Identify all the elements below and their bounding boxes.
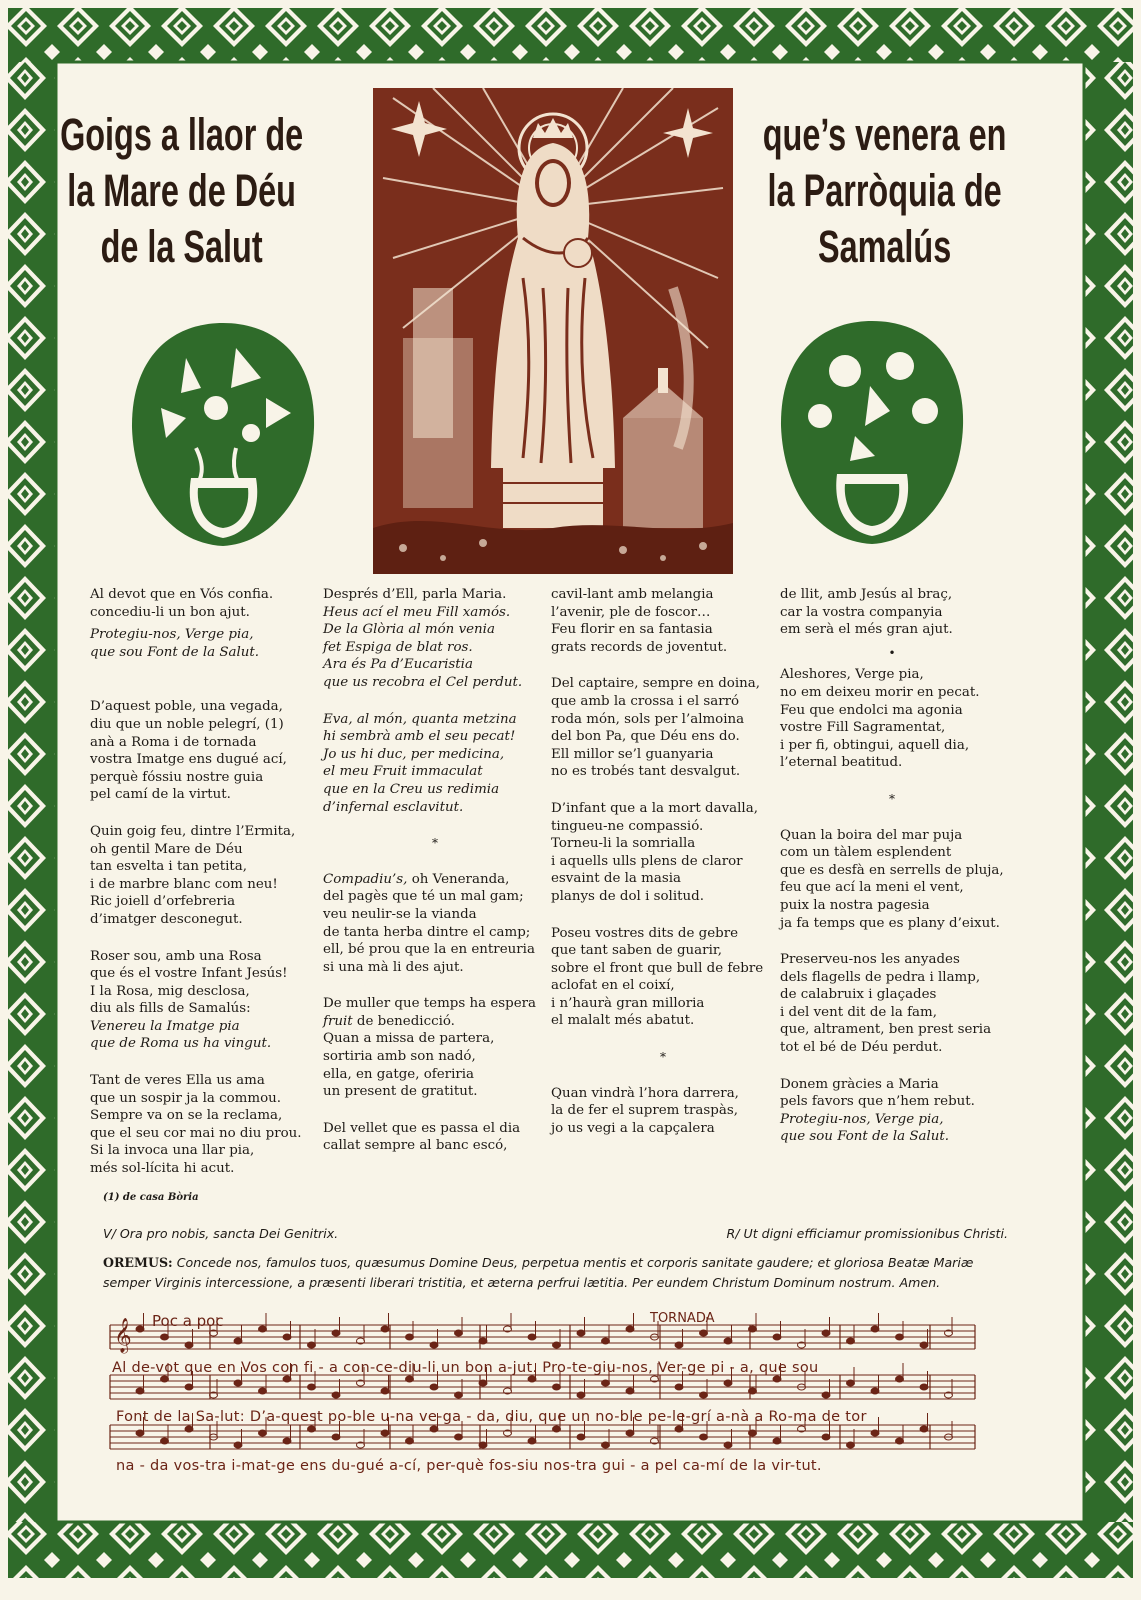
verse-line: Aleshores, Verge pia, [780,667,924,683]
music-note [871,1326,879,1332]
verse-line: el meu Fruit immaculat [323,764,483,780]
verse-line: i n’haurà gran milloria [551,995,705,1011]
music-note [136,1388,144,1394]
verse-column-3 [551,586,776,1156]
music-note [185,1426,193,1432]
music-note [920,1384,928,1390]
verse-line: roda món, sols per l’almoina [551,711,745,727]
music-note [308,1384,316,1390]
music-note [161,1438,169,1444]
stanza [323,711,548,817]
verse-line: Ara és Pa d’Eucaristia [323,657,473,673]
music-note [896,1376,904,1382]
verse-line: Quan la boira del mar puja [780,827,963,843]
verse-line: Torneu-li la somrialla [551,836,696,852]
verse-line: Quan vindrà l’hora darrera, [551,1085,739,1101]
lyric-line: na - da vos-tra i-mat-ge ens du-gué a-cí, per-què fos-siu nos-tra gui - a pel ca-mí de la vir-tut. [116,1458,822,1474]
verse-line: que sou Font de la Salut. [90,644,260,660]
music-note [577,1434,585,1440]
verse-line: Compadiu’s, [323,871,408,887]
stanza [780,951,1005,1057]
stanza [90,948,315,1054]
music-note [847,1442,855,1448]
verse-line: Ric joiell d’orfebreria [90,894,236,910]
music-note [553,1342,561,1348]
verse-line: feu que ací la meni el vent, [780,880,964,896]
music-note [822,1330,830,1336]
music-note [675,1342,683,1348]
verse-line: Si la invoca una llar pia, [90,1143,255,1159]
music-note [749,1326,757,1332]
verse-line: Protegiu-nos, Verge pia, [780,1111,944,1127]
music-note [724,1442,732,1448]
verse-line: el malalt més abatut. [551,1013,695,1029]
stanza [551,675,776,781]
music-note [308,1426,316,1432]
stanza [90,1072,315,1178]
bullet-separator: • [888,645,897,660]
music-note [602,1338,610,1344]
verse-line: ja fa temps que es plany d’eixut. [780,915,1000,931]
verse-line: Preserveu-nos les anyades [780,952,960,968]
verse-line: i per fi, obtingui, aquell dia, [780,737,970,753]
verse-line: diu als fills de Samalús: [90,1001,251,1017]
verse-line: Quin goig feu, dintre l’Ermita, [90,823,296,839]
music-note [308,1342,316,1348]
verse-line: que el seu cor mai no diu prou. [90,1125,302,1141]
verse-line: Del vellet que es passa el dia [323,1120,521,1136]
music-note [724,1338,732,1344]
music-note [332,1330,340,1336]
title-right [755,107,1014,275]
verse-line: que us recobra el Cel perdut. [323,674,523,690]
title-right-line: la Parròquia de [767,165,1002,216]
verse-line: que tant saben de guarir, [551,943,723,959]
title-right-line: Samalús [817,221,952,272]
stanza [780,827,1005,933]
verse-line: Feu florir en sa fantasia [551,622,713,638]
verse-line: Protegiu-nos, Verge pia, [90,627,254,643]
verse-column-2 [323,586,548,1174]
verse-line: si una mà li des ajut. [323,959,464,975]
music-note [185,1342,193,1348]
verse-line: ella, en gatge, oferiria [323,1066,475,1082]
stanza [90,698,315,804]
music-note [675,1384,683,1390]
verse-line: d’infernal esclavitut. [323,799,464,815]
verse-line: que és el vostre Infant Jesús! [90,966,288,982]
music-note [479,1442,487,1448]
verse-line: pels favors que n’hem rebut. [780,1094,975,1110]
music-note [283,1376,291,1382]
verse-line: del pagès que té un mal gam; [323,889,524,905]
music-note [920,1342,928,1348]
music-note [871,1430,879,1436]
stanza [323,995,548,1101]
verse-line: no em deixeu morir en pecat. [780,684,980,700]
music-note [871,1388,879,1394]
treble-clef: 𝄞 [114,1318,132,1353]
music-note [675,1426,683,1432]
verse-line: l’eternal beatitud. [780,755,903,771]
music-note [773,1376,781,1382]
stanza [780,1076,1005,1146]
music-note [234,1380,242,1386]
tornada-marking: TORNADA [650,1311,715,1326]
verse-line: de calabruix i glaçades [780,987,937,1003]
verse-line: com un tàlem esplendent [780,845,952,861]
verse-line: puix la nostra pagesia [780,897,930,913]
music-note [773,1438,781,1444]
music-note [185,1384,193,1390]
verse-line: vostra Imatge ens dugué ací, [90,752,287,768]
music-note [430,1342,438,1348]
verse-line: aclofat en el coixí, [551,978,675,994]
verse-line: diu que un noble pelegrí, (1) [90,716,284,732]
verse-line: ell, bé prou que la en entreuria [323,942,535,958]
music-note [847,1338,855,1344]
music-note [626,1388,634,1394]
verse-line: callat sempre al banc escó, [323,1138,508,1154]
stanza [323,871,548,977]
verse-line: Del captaire, sempre en doina, [551,676,760,692]
music-note [406,1376,414,1382]
verse-line: Al devot que en Vós confia. [90,587,274,602]
verse-line: Després d’Ell, parla Maria. [323,587,507,602]
verse-line: Heus ací el meu Fill xamós. [323,604,511,620]
music-note [283,1438,291,1444]
music-note [161,1334,169,1340]
star-separator: * [889,791,896,806]
verse-line: i del vent dit de la fam, [780,1004,937,1020]
music-note [406,1438,414,1444]
verse-line: De la Glòria al món venia [323,622,495,638]
virgin-woodcut-image [373,88,733,574]
verse-line: que amb la crossa i el sarró [551,693,740,709]
music-note [896,1334,904,1340]
music-note [847,1380,855,1386]
verse-line: I la Rosa, mig desclosa, [90,983,250,999]
verse-line: oh gentil Mare de Déu [90,841,243,857]
oremus-label: OREMUS: [103,1255,173,1270]
verse-line: Ell millor se’l guanyaria [551,746,714,762]
verse-line: Tant de veres Ella us ama [90,1073,265,1089]
stanza [551,586,776,656]
verse-line: perquè fóssiu nostre guia [90,769,264,785]
verse-line: oh Veneranda, [411,871,510,887]
music-note [626,1430,634,1436]
verse-line: del bon Pa, que Déu ens do. [551,729,740,745]
stanza [780,666,1005,772]
verse-line: grats records de joventut. [551,639,728,655]
verse-line: tan esvelta i tan petita, [90,859,248,875]
verse-line: que, altrament, ben prest seria [780,1022,992,1038]
title-left-line: Goigs a llaor de [60,109,304,160]
stanza [90,823,315,929]
music-note [455,1434,463,1440]
stanza [551,925,776,1031]
music-note [553,1426,561,1432]
verse-line: de llit, amb Jesús al braç, [780,587,953,602]
tempo-marking: Poc a poc [152,1312,224,1330]
stanza [90,586,315,621]
music-note [161,1376,169,1382]
stanza [323,1120,548,1155]
verse-line: de benedicció. [356,1013,455,1029]
music-note [430,1426,438,1432]
title-right-line: que’s venera en [762,109,1007,160]
verse-line: Venereu la Imatge pia [90,1018,240,1034]
verse-line: D’aquest poble, una vegada, [90,699,283,715]
verse-line: Roser sou, amb una Rosa [90,948,262,964]
versicle: V/ Ora pro nobis, sancta Dei Genitrix. [103,1226,339,1241]
music-note [381,1430,389,1436]
music-note [283,1334,291,1340]
verse-line: pel camí de la virtut. [90,787,231,803]
verse-line: que sou Font de la Salut. [780,1129,950,1145]
music-note [528,1438,536,1444]
stanza [323,586,548,692]
music-note [896,1438,904,1444]
verse-line: i de marbre blanc com neu! [90,876,278,892]
music-note [749,1430,757,1436]
verse-line: anà a Roma i de tornada [90,734,257,750]
music-note [920,1426,928,1432]
verse-line: més sol-lícita hi acut. [90,1161,235,1177]
music-note [234,1338,242,1344]
verse-line: jo us vegi a la capçalera [551,1120,715,1136]
verse-line: planys de dol i solitud. [551,888,704,904]
verse-line: l’avenir, ple de foscor… [551,604,711,620]
lyric-line: Al de-vot que en Vos con fi - a con-ce-diu-li un bon a-jut. Pro-te-giu-nos, Ver-ge pi - a, que sou [112,1360,819,1376]
music-note [406,1334,414,1340]
star-separator: * [432,836,439,851]
verse-line: tot el bé de Déu perdut. [780,1040,943,1056]
music-note [700,1330,708,1336]
response: R/ Ut digni efficiamur promissionibus Christi. [726,1226,1008,1241]
music-note [602,1380,610,1386]
verse-line: hi sembrà amb el seu pecat! [323,729,516,745]
flower-vase-left-image [126,318,321,548]
verse-line: d’imatger desconegut. [90,911,243,927]
verse-line: Poseu vostres dits de gebre [551,925,739,941]
stanza [551,800,776,906]
verse-line: de tanta herba dintre el camp; [323,924,531,940]
music-note [700,1434,708,1440]
lyric-line: Font de la Sa-lut: D’a-quest po-ble u-na ve-ga - da, diu, que un no-ble pe-le-grí a-nà a Ro-ma de tor [116,1409,867,1425]
verse-line: Eva, al món, quanta metzina [323,711,517,727]
music-note [602,1442,610,1448]
verse-line: Donem gràcies a Maria [780,1076,939,1092]
music-note [700,1392,708,1398]
verse-line: Sempre va on se la reclama, [90,1108,283,1124]
music-note [822,1392,830,1398]
music-note [455,1330,463,1336]
verse-line: no es trobés tant desvalgut. [551,764,741,780]
music-note [479,1338,487,1344]
music-note [528,1334,536,1340]
music-note [234,1442,242,1448]
verse-line: que es desfà en serrells de pluja, [780,862,1004,878]
verse-line: vostre Fill Sagramentat, [780,720,946,736]
music-note [259,1388,267,1394]
footnote: (1) de casa Bòria [103,1192,199,1203]
music-note [259,1430,267,1436]
verse-line: D’infant que a la mort davalla, [551,800,758,816]
music-note [479,1380,487,1386]
verse-line: Jo us hi duc, per medicina, [323,746,505,762]
music-note [259,1326,267,1332]
music-note [749,1388,757,1394]
music-note [332,1392,340,1398]
music-note [773,1334,781,1340]
verse-line: dels flagells de pedra i llamp, [780,969,981,985]
verse-line: i aquells ulls plens de claror [551,853,743,869]
verse-line: esvaint de la masia [551,871,681,887]
music-note [553,1384,561,1390]
music-note [136,1326,144,1332]
verse-line: concediu-li un bon ajut. [90,604,250,620]
music-note [381,1326,389,1332]
verse-line: fet Espiga de blat ros. [323,639,473,655]
music-note [430,1384,438,1390]
title-left-line: la Mare de Déu [67,165,296,216]
verse-line: em serà el més gran ajut. [780,622,953,638]
verse-line: veu neulir-se la vianda [323,906,477,922]
stanza [780,586,1005,639]
oremus-text: Concede nos, famulos tuos, quæsumus Domine Deus, perpetua mentis et corporis sanitate gaudere; et gloriosa Beatæ Mariæ semper Virginis intercessione, a præsenti liberari tristitia, et æterna perfrui lætitia. Per eundem Christum Dominum nostrum. Amen. [103,1255,974,1290]
music-note [455,1392,463,1398]
verse-line: que en la Creu us redimia [323,781,500,797]
verse-line: que un sospir ja la commou. [90,1090,282,1106]
verse-line: car la vostra companyia [780,604,943,620]
music-note [136,1430,144,1436]
verse-column-4 [780,586,1005,1165]
oremus-prayer [103,1253,1023,1293]
verse-line: la de fer el suprem traspàs, [551,1103,738,1119]
refrain [90,626,315,661]
verse-line: De muller que temps ha espera [323,996,537,1012]
verse-line: fruit [323,1013,353,1029]
music-note [822,1434,830,1440]
music-note [626,1326,634,1332]
music-note [724,1380,732,1386]
verse-line: un present de gratitut. [323,1084,478,1100]
music-note [332,1434,340,1440]
title-left [52,107,311,275]
music-note [528,1376,536,1382]
music-note [381,1388,389,1394]
verse-line: Quan a missa de partera, [323,1031,495,1047]
verse-line: Feu que endolci ma agonia [780,702,963,718]
verse-line: que de Roma us ha vingut. [90,1036,272,1052]
verse-line: sortiria amb son nadó, [323,1049,476,1065]
title-left-line: de la Salut [100,221,263,272]
music-note [577,1330,585,1336]
verse-line: cavil-lant amb melangia [551,587,714,602]
stanza [551,1085,776,1138]
flower-vase-right-image [775,316,970,548]
verse-line: sobre el front que bull de febre [551,960,764,976]
music-note [577,1392,585,1398]
verse-line: tingueu-ne compassió. [551,818,704,834]
star-separator: * [660,1050,667,1065]
verse-column-1 [90,586,315,1197]
